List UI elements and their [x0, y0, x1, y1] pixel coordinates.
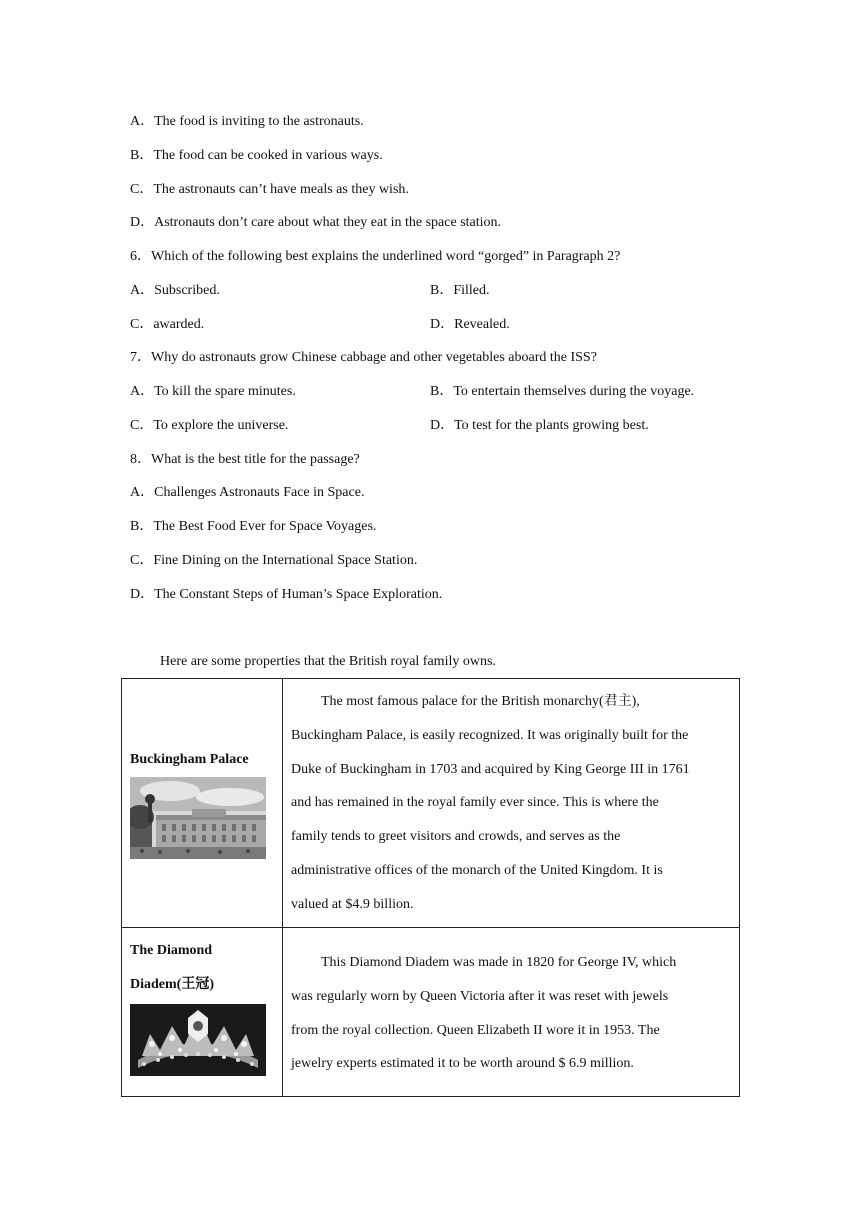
q7-option-d: D．To test for the plants growing best.	[430, 418, 649, 433]
q8-option-b: B．The Best Food Ever for Space Voyages.	[130, 519, 377, 534]
description-line: This Diamond Diadem was made in 1820 for George IV, which	[321, 955, 677, 970]
q7-option-b: B．To entertain themselves during the voyage.	[430, 384, 695, 399]
property-name: Buckingham Palace	[130, 752, 249, 767]
q6-option-d: D．Revealed.	[430, 317, 510, 332]
q8-option-a: A．Challenges Astronauts Face in Space.	[130, 485, 365, 500]
q6-option-a: A．Subscribed.	[130, 283, 220, 298]
table-row	[122, 679, 740, 928]
property-name: The Diamond	[130, 943, 213, 958]
property-description-cell	[283, 679, 740, 928]
description-line: from the royal collection. Queen Elizabeth II wore it in 1953. The	[291, 1022, 660, 1038]
q8-option-c: C．Fine Dining on the International Space Station.	[130, 553, 418, 568]
property-name-cell	[122, 679, 283, 928]
q7-option-c: C．To explore the universe.	[130, 418, 289, 433]
q6-option-b: B．Filled.	[430, 283, 490, 298]
q6-option-c: C．awarded.	[130, 317, 205, 332]
description-line: Buckingham Palace, is easily recognized. It was originally built for the	[291, 727, 689, 743]
q8-stem: 8．What is the best title for the passage?	[130, 452, 360, 467]
properties-table	[121, 678, 740, 1097]
description-line: was regularly worn by Queen Victoria after it was reset with jewels	[291, 988, 669, 1004]
q5-option-a: A．The food is inviting to the astronauts.	[130, 114, 364, 129]
description-line: The most famous palace for the British monarchy(君主),	[321, 694, 640, 709]
passage-intro: Here are some properties that the British royal family owns.	[160, 654, 496, 669]
description-line: administrative offices of the monarch of the United Kingdom. It is	[291, 862, 663, 878]
q5-option-b: B．The food can be cooked in various ways.	[130, 148, 383, 163]
q6-stem: 6．Which of the following best explains the underlined word “gorged” in Paragraph 2?	[130, 249, 621, 264]
q5-option-d: D．Astronauts don’t care about what they eat in the space station.	[130, 215, 502, 230]
property-description-cell	[283, 928, 740, 1097]
description-line: Duke of Buckingham in 1703 and acquired by King George III in 1761	[291, 761, 690, 777]
q7-stem: 7．Why do astronauts grow Chinese cabbage and other vegetables aboard the ISS?	[130, 350, 597, 365]
property-name-cell	[122, 928, 283, 1097]
q5-option-c: C．The astronauts can’t have meals as they wish.	[130, 182, 409, 197]
property-name-continued: Diadem(王冠)	[130, 977, 214, 992]
description-line: family tends to greet visitors and crowds, and serves as the	[291, 829, 621, 845]
diamond-diadem-image	[130, 1004, 266, 1076]
description-line: jewelry experts estimated it to be worth around $ 6.9 million.	[291, 1056, 634, 1072]
table-row	[122, 928, 740, 1097]
description-line: valued at $4.9 billion.	[291, 896, 414, 912]
buckingham-palace-image	[130, 777, 266, 859]
q7-option-a: A．To kill the spare minutes.	[130, 384, 296, 399]
description-line: and has remained in the royal family ever since. This is where the	[291, 795, 659, 811]
q8-option-d: D．The Constant Steps of Human’s Space Exploration.	[130, 587, 443, 602]
